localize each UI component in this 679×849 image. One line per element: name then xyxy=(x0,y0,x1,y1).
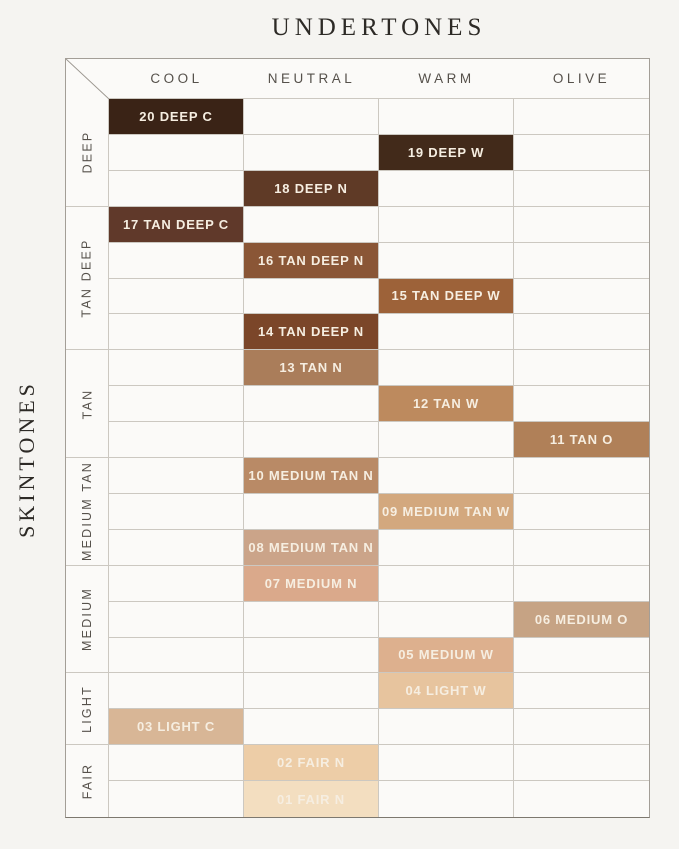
grid-cell xyxy=(514,171,649,207)
shade-swatch xyxy=(379,279,514,315)
grid-cell xyxy=(109,494,244,530)
grid-cell xyxy=(379,314,514,350)
grid-cell xyxy=(379,530,514,566)
shade-swatch xyxy=(244,350,379,386)
corner-cell xyxy=(66,59,109,99)
shade-label: 04 LIGHT W xyxy=(405,683,487,699)
grid-cell xyxy=(244,709,379,745)
grid-cell xyxy=(109,530,244,566)
grid-cell xyxy=(244,673,379,709)
skintones-title: SKINTONES xyxy=(14,380,39,538)
grid-cell xyxy=(109,745,244,781)
shade-swatch xyxy=(244,458,379,494)
skintone-group-label-fair: FAIR xyxy=(66,745,109,817)
grid-cell xyxy=(514,530,649,566)
grid-cell xyxy=(379,602,514,638)
grid-cell xyxy=(244,602,379,638)
grid-cell xyxy=(514,314,649,350)
grid-cell xyxy=(379,458,514,494)
grid-cell xyxy=(244,279,379,315)
column-header-warm: WARM xyxy=(379,59,514,99)
shade-label: 01 FAIR N xyxy=(277,791,345,807)
grid-cell xyxy=(514,243,649,279)
grid-cell xyxy=(109,243,244,279)
shade-swatch xyxy=(244,243,379,279)
shade-chart-grid xyxy=(65,58,650,818)
skintone-group-label-medium: MEDIUM xyxy=(66,566,109,674)
shade-label: 14 TAN DEEP N xyxy=(257,324,364,340)
grid-cell xyxy=(514,99,649,135)
shade-swatch xyxy=(379,638,514,674)
grid-cell xyxy=(514,458,649,494)
grid-cell xyxy=(514,135,649,171)
grid-cell xyxy=(109,781,244,817)
shade-label: 08 MEDIUM TAN N xyxy=(248,539,374,555)
grid-cell xyxy=(379,350,514,386)
grid-cell xyxy=(244,638,379,674)
grid-cell xyxy=(379,171,514,207)
grid-cell xyxy=(109,314,244,350)
grid-cell xyxy=(379,745,514,781)
shade-label: 09 MEDIUM TAN W xyxy=(381,503,511,519)
skintone-group-label-tan-deep: TAN DEEP xyxy=(66,207,109,351)
column-header-cool: COOL xyxy=(109,59,244,99)
shade-label: 06 MEDIUM O xyxy=(534,611,629,627)
grid-cell xyxy=(379,709,514,745)
shade-label: 16 TAN DEEP N xyxy=(257,252,364,268)
grid-cell xyxy=(109,135,244,171)
grid-cell xyxy=(514,494,649,530)
column-header-olive: OLIVE xyxy=(514,59,649,99)
grid-cell xyxy=(379,422,514,458)
shade-label: 02 FAIR N xyxy=(277,755,345,771)
grid-cell xyxy=(109,422,244,458)
grid-cell xyxy=(109,673,244,709)
grid-cell xyxy=(109,566,244,602)
grid-cell xyxy=(109,602,244,638)
skintone-group-label-light: LIGHT xyxy=(66,673,109,745)
shade-label: 07 MEDIUM N xyxy=(264,575,358,591)
grid-cell xyxy=(514,781,649,817)
shade-label: 13 TAN N xyxy=(279,360,343,376)
grid-cell xyxy=(514,745,649,781)
shade-label: 03 LIGHT C xyxy=(136,719,216,735)
skintone-group-label-tan: TAN xyxy=(66,350,109,458)
shade-label: 11 TAN O xyxy=(549,432,614,448)
skintone-group-label-medium-tan: MEDIUM TAN xyxy=(66,458,109,566)
shade-label: 15 TAN DEEP W xyxy=(391,288,501,304)
shade-swatch xyxy=(514,422,649,458)
grid-cell xyxy=(379,781,514,817)
shade-swatch xyxy=(244,781,379,817)
shade-swatch xyxy=(244,171,379,207)
grid-cell xyxy=(514,386,649,422)
shade-swatch xyxy=(514,602,649,638)
grid-cell xyxy=(109,458,244,494)
grid-cell xyxy=(514,638,649,674)
shade-label: 20 DEEP C xyxy=(139,108,213,124)
grid-cell xyxy=(109,279,244,315)
shade-swatch xyxy=(379,135,514,171)
grid-cell xyxy=(244,494,379,530)
shade-label: 18 DEEP N xyxy=(274,180,348,196)
grid-cell xyxy=(109,386,244,422)
grid-cell xyxy=(244,99,379,135)
shade-swatch xyxy=(109,709,244,745)
grid-cell xyxy=(109,171,244,207)
shade-swatch xyxy=(244,530,379,566)
grid-cell xyxy=(379,99,514,135)
shade-swatch xyxy=(379,673,514,709)
skintone-group-label-deep: DEEP xyxy=(66,99,109,207)
grid-cell xyxy=(379,243,514,279)
grid-cell xyxy=(244,386,379,422)
grid-cell xyxy=(379,207,514,243)
grid-cell xyxy=(514,279,649,315)
shade-swatch xyxy=(109,207,244,243)
shade-label: 17 TAN DEEP C xyxy=(122,216,229,232)
shade-swatch xyxy=(244,314,379,350)
grid-cell xyxy=(109,350,244,386)
shade-swatch xyxy=(109,99,244,135)
shade-swatch xyxy=(244,566,379,602)
grid-cell xyxy=(244,135,379,171)
grid-cell xyxy=(514,709,649,745)
diagonal-divider-line xyxy=(66,59,109,99)
grid-cell xyxy=(514,350,649,386)
undertones-title: UNDERTONES xyxy=(271,14,487,41)
shade-swatch xyxy=(379,494,514,530)
grid-cell xyxy=(514,207,649,243)
shade-label: 12 TAN W xyxy=(412,396,480,412)
grid-cell xyxy=(514,673,649,709)
shade-label: 05 MEDIUM W xyxy=(398,647,494,663)
grid-cell xyxy=(514,566,649,602)
grid-cell xyxy=(379,566,514,602)
grid-cell xyxy=(244,207,379,243)
shade-swatch xyxy=(379,386,514,422)
shade-swatch xyxy=(244,745,379,781)
grid-cell xyxy=(244,422,379,458)
column-header-neutral: NEUTRAL xyxy=(244,59,379,99)
shade-label: 10 MEDIUM TAN N xyxy=(248,467,374,483)
grid-cell xyxy=(109,638,244,674)
shade-label: 19 DEEP W xyxy=(407,144,485,160)
